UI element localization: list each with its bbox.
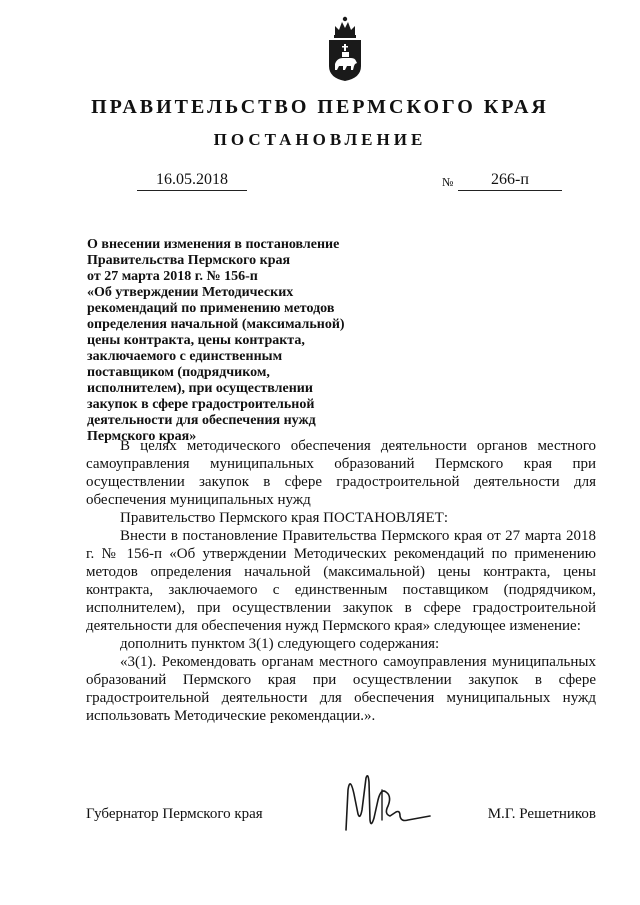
document-subject — [87, 237, 387, 445]
number-sign: № — [442, 175, 454, 189]
body-paragraph-preamble: В целях методического обеспечения деятельности органов местного самоуправления муниципальных образований Пермского края при осуществлении закупок в сфере градостроительной деятельности для обеспечения муниципальных нужд — [86, 438, 596, 508]
subject-line: заключаемого с единственным — [87, 349, 283, 364]
subject-line: исполнителем), при осуществлении — [87, 381, 313, 396]
signatory-title: Губернатор Пермского края — [86, 806, 263, 822]
subject-line: Пермского края» — [87, 429, 197, 444]
government-title: ПРАВИТЕЛЬСТВО ПЕРМСКОГО КРАЯ — [91, 96, 549, 118]
subject-line: поставщиком (подрядчиком, — [87, 365, 270, 380]
handwritten-signature — [338, 770, 433, 834]
document-number: 266-п — [458, 170, 562, 191]
subject-line: О внесении изменения в постановление — [87, 237, 340, 252]
body-paragraph-supplement: дополнить пунктом 3(1) следующего содержания: — [120, 636, 440, 652]
document-date: 16.05.2018 — [137, 170, 247, 191]
body-paragraph-amendment: Внести в постановление Правительства Пермского края от 27 марта 2018 г. № 156-п «Об утверждении Методических рекомендаций по применению методов определения начальной (максимальной) цены контракта, цены контракта, заключаемого с единственным поставщиком (подрядчиком, исполнителем), при осуществлении закупок в сфере градостроительной деятельности для обеспечения нужд Пермского края» следующее изменение: — [86, 528, 596, 634]
signatory-name: М.Г. Решетников — [487, 806, 596, 822]
subject-line: цены контракта, цены контракта, — [87, 333, 305, 348]
document-type: ПОСТАНОВЛЕНИЕ — [213, 130, 427, 149]
subject-line: рекомендаций по применению методов — [87, 301, 335, 316]
body-paragraph-clause: «3(1). Рекомендовать органам местного самоуправления муниципальных образований Пермского края при осуществлении закупок в сфере градостроительной деятельности для обеспечения муниципальных нужд использовать Методические рекомендации.». — [86, 654, 596, 724]
subject-line: Правительства Пермского края — [87, 253, 291, 268]
document-body — [86, 437, 596, 725]
subject-line: «Об утверждении Методических — [87, 285, 294, 300]
subject-line: определения начальной (максимальной) — [87, 317, 345, 332]
body-paragraph-resolves: Правительство Пермского края ПОСТАНОВЛЯЕТ: — [120, 510, 449, 526]
coat-of-arms-emblem — [325, 14, 365, 82]
subject-line: от 27 марта 2018 г. № 156-п — [87, 269, 258, 284]
subject-line: деятельности для обеспечения нужд — [87, 413, 316, 428]
subject-line: закупок в сфере градостроительной — [87, 397, 315, 412]
